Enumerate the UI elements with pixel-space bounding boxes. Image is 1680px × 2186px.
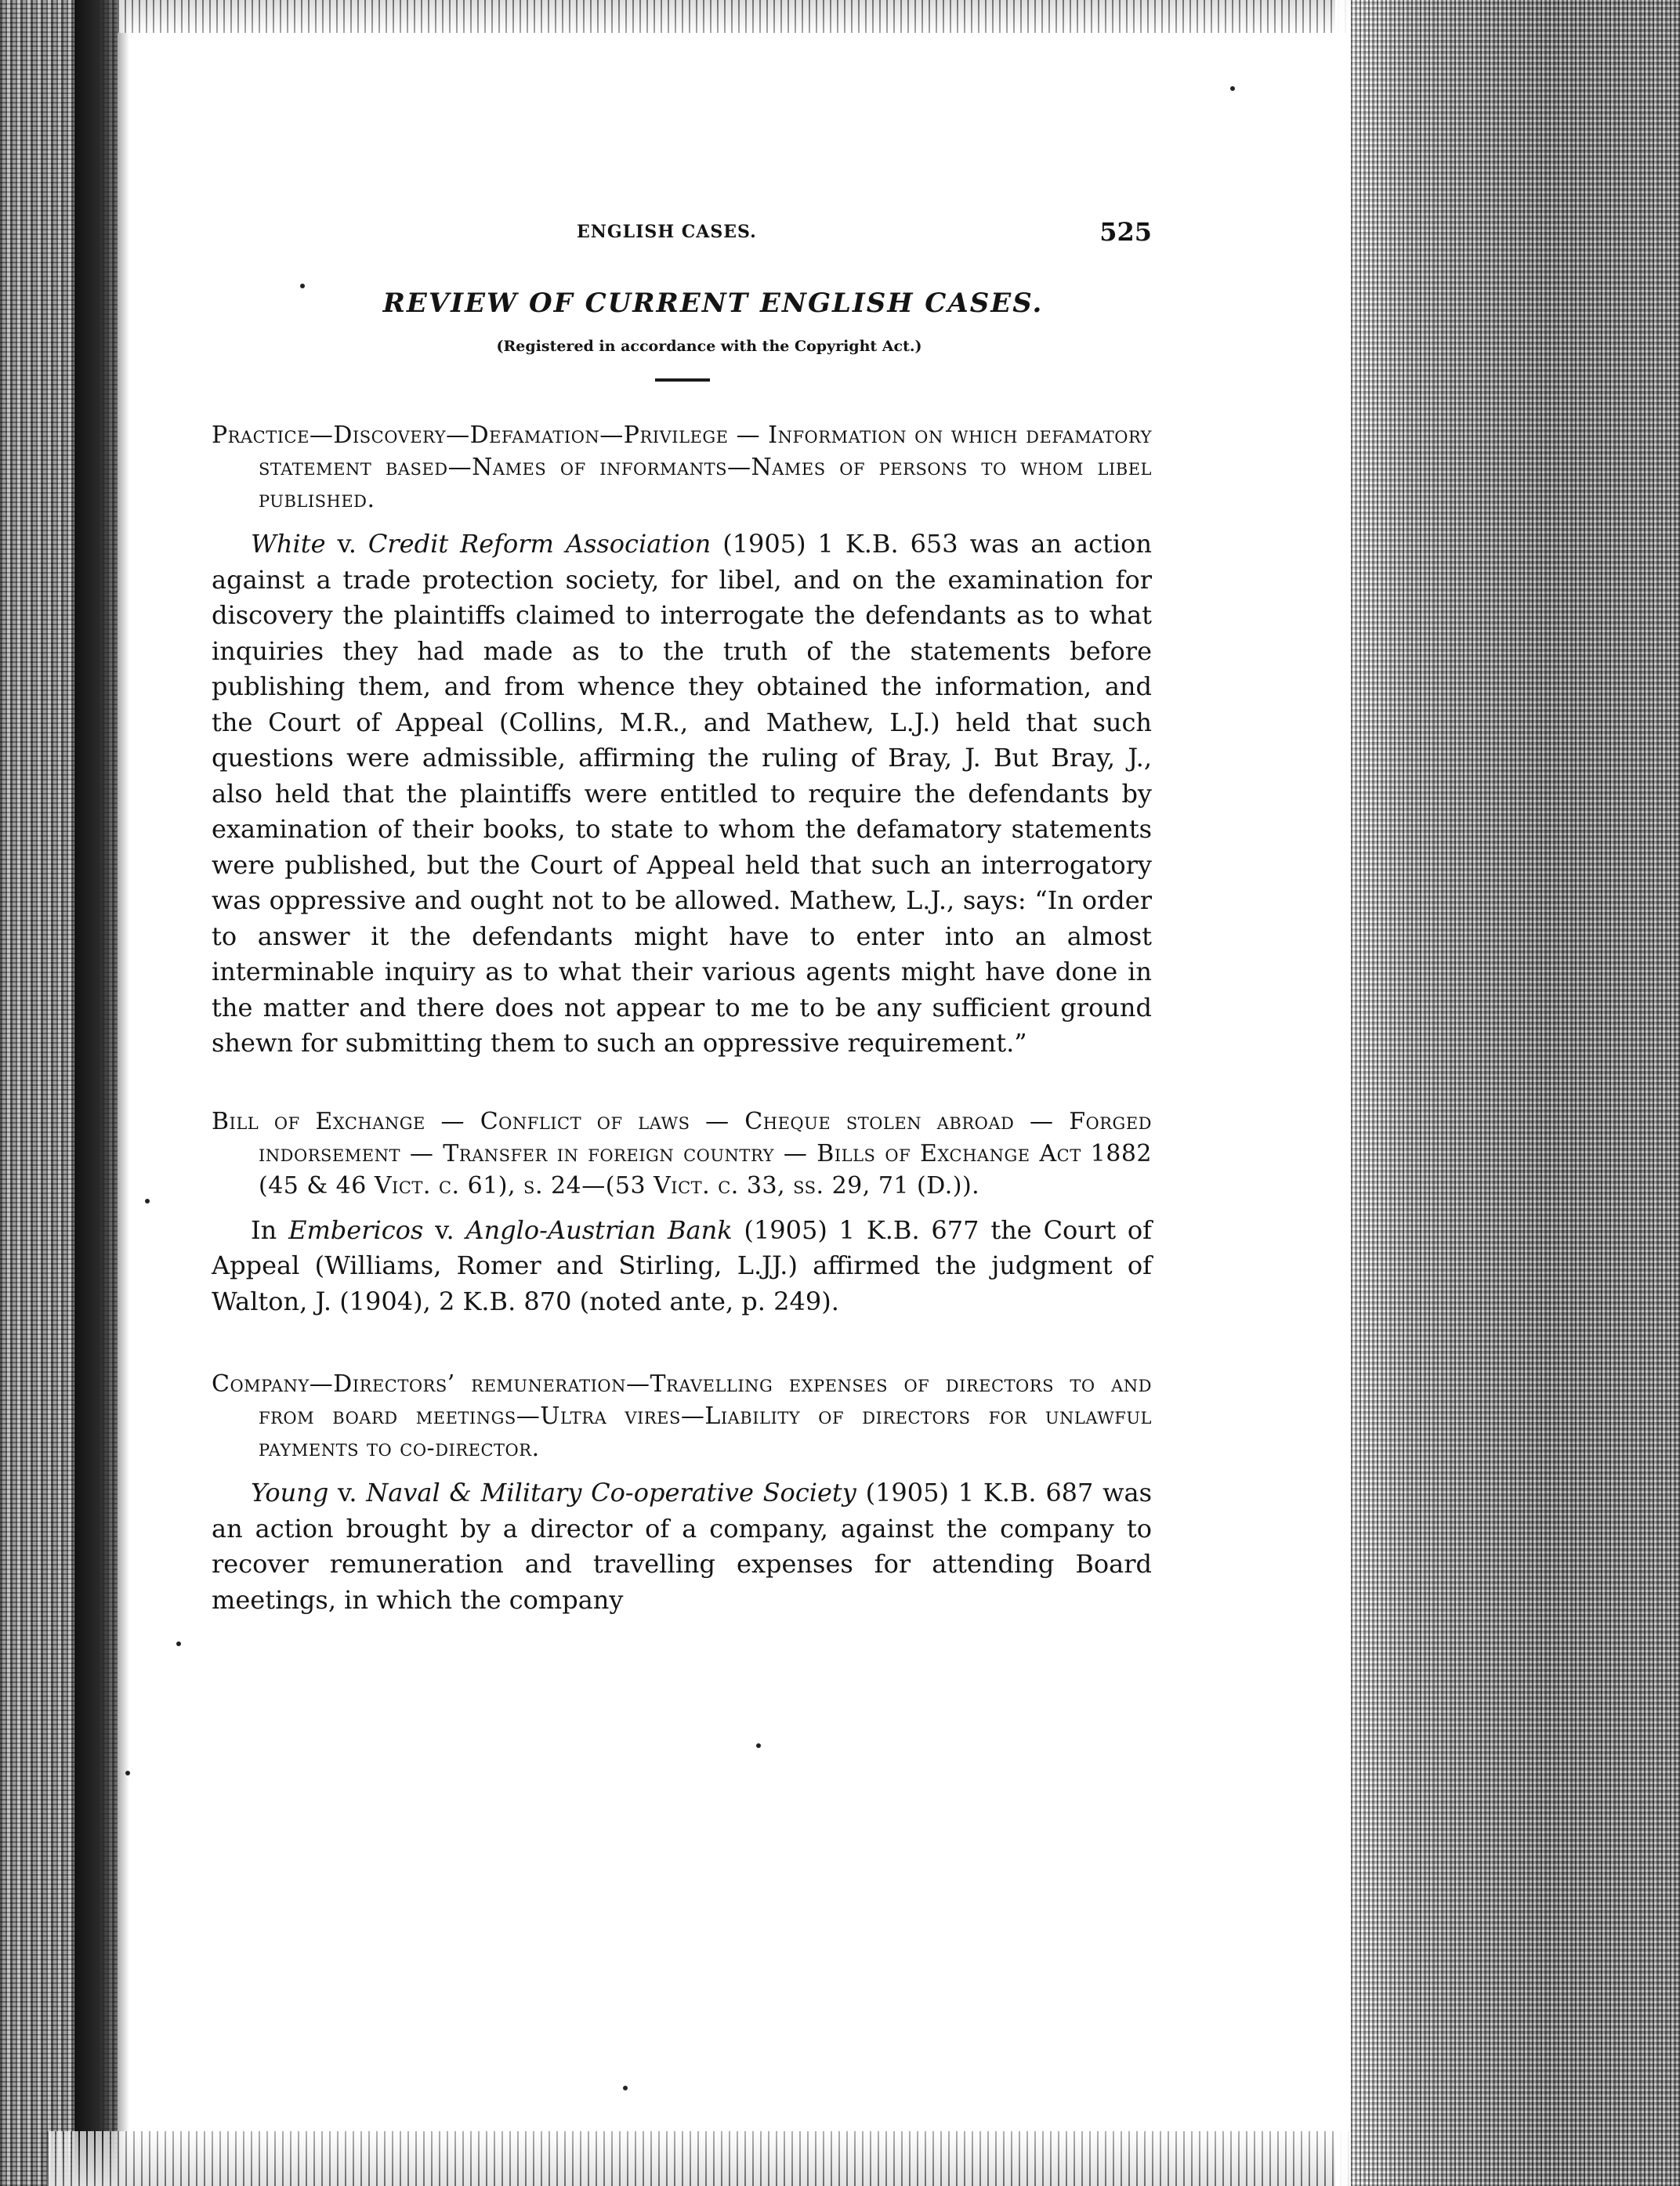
review-title: REVIEW OF CURRENT ENGLISH CASES.: [382, 288, 1044, 319]
paragraph-lead: In: [251, 1214, 289, 1245]
case-party-b: Credit Reform Association: [368, 529, 711, 559]
case-party-a: Embericos: [288, 1214, 424, 1245]
scan-edge-bottom: [47, 2131, 1379, 2186]
case-party-a: White: [251, 529, 326, 559]
headnote-discovery-defamation: Practice—Discovery—Defamation—Privilege — Information on which defamatory statement based—Names of informants—Names of persons to whom libel published.: [212, 422, 1152, 513]
scan-binding-shadow: [74, 0, 129, 2186]
paragraph-text: (1905) 1 K.B. 687 was an action brought by a director of a company, against the company to recover remuneration and travelling expenses for attending Board meetings, in which the company: [212, 1478, 1153, 1615]
case-party-a: Young: [251, 1478, 329, 1507]
title-rule: [655, 378, 710, 382]
scan-edge-right: [1351, 0, 1680, 2186]
running-head: [212, 208, 1152, 255]
case-party-b: Anglo-Austrian Bank: [465, 1214, 733, 1245]
case-paragraph-embericos: [212, 1213, 1152, 1320]
case-party-b: Naval & Military Co-operative Society: [366, 1478, 856, 1507]
versus: v.: [423, 1214, 466, 1245]
versus: v.: [328, 1478, 367, 1507]
page-number: 525: [1099, 217, 1152, 247]
case-paragraph-white: [212, 527, 1152, 1062]
versus: v.: [325, 529, 368, 559]
document-page: [212, 208, 1152, 1643]
paragraph-text: (1905) 1 K.B. 653 was an action against a trade protection society, for libel, and on the examination for discovery the plaintiffs claimed to interrogate the defendants as to what inquiries they had made as to the truth of the statements before publishing them, and from whence they obtained the information, and the Court of Appeal (Collins, M.R., and Mathew, L.J.) held that such questions were admissible, affirming the ruling of Bray, J. But Bray, J., also held that the plaintiffs were entitled to require the defendants by examination of their books, to state to whom the defamatory statements were published, but the Court of Appeal held that such an interrogatory was oppressive and ought not to be allowed. Mathew, L.J., says: “In order to answer it the defendants might have to enter into an almost interminable inquiry as to what their various agents might have done in the matter and there does not appear to me to be any sufficient ground shewn for submitting them to such an oppressive requirement.”: [212, 529, 1153, 1058]
case-paragraph-young: [212, 1475, 1152, 1618]
running-title: ENGLISH CASES.: [577, 222, 757, 242]
headnote-bill-of-exchange: Bill of Exchange — Conflict of laws — Cheque stolen abroad — Forged indorsement — Transfer in foreign country — Bills of Exchange Act 1882 (45 & 46 Vict. c. 61), s. 24—(53 Vict. c. 33, ss. 29, 71 (D.)).: [212, 1107, 1152, 1200]
registration-note: (Registered in accordance with the Copyright Act.): [496, 338, 922, 355]
headnote-company-directors: Company—Directors’ remuneration—Travelling expenses of directors to and from board meetings—Ultra vires—Liability of directors for unlawful payments to co-director.: [212, 1370, 1152, 1462]
scan-edge-top: [118, 0, 1371, 33]
paragraph-text: (1905) 1 K.B. 677 the Court of Appeal (Williams, Romer and Stirling, L.JJ.) affirmed the judgment of Walton, J. (1904), 2 K.B. 870 (noted ante, p. 249).: [212, 1214, 1153, 1316]
